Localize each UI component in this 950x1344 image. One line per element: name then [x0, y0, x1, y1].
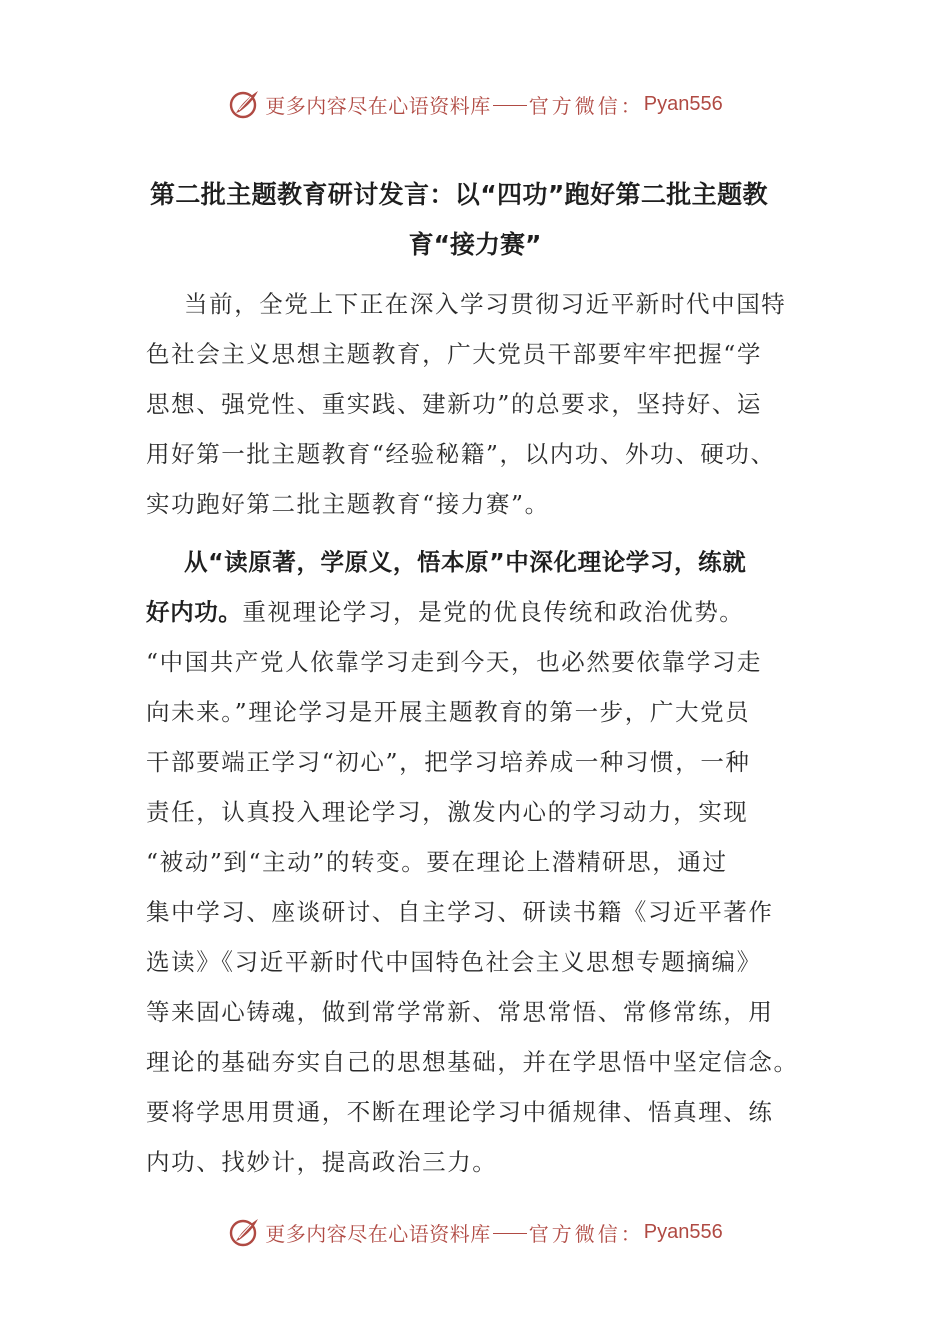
- section-heading-end: 好内功。: [146, 598, 243, 626]
- paragraph-line: 色社会主义思想主题教育，广大党员干部要牢牢把握“学: [146, 340, 763, 368]
- paragraph-gap: [146, 529, 806, 537]
- document-body: [146, 279, 806, 1187]
- paragraph-line: 等来固心铸魂，做到常学常新、常思常悟、常修常练，用: [146, 998, 774, 1026]
- paragraph-line: 实功跑好第二批主题教育“接力赛”。: [146, 490, 550, 518]
- watermark-lead-text: 更多内容尽在心语资料库: [265, 93, 491, 118]
- paragraph-line: 用好第一批主题教育“经验秘籍”，以内功、外功、硬功、: [146, 440, 776, 468]
- watermark-wechat-label: 官方微信：: [528, 93, 644, 118]
- paragraph-line: [146, 587, 806, 637]
- paragraph-line: 集中学习、座谈研讨、自主学习、研读书籍《习近平著作: [146, 898, 774, 926]
- paragraph-line: 要将学思用贯通，不断在理论学习中循规律、悟真理、练: [146, 1098, 774, 1126]
- paragraph-theory-study: [146, 537, 806, 1187]
- paragraph-line-rest: 重视理论学习，是党的优良传统和政治优势。: [242, 598, 745, 626]
- watermark-lead-text: 更多内容尽在心语资料库: [265, 1221, 491, 1246]
- watermark-banner-top: [0, 84, 950, 124]
- paragraph-line: “被动”到“主动”的转变。要在理论上潜精研思，通过: [146, 848, 728, 876]
- watermark-wechat-id: Pyan556: [643, 1220, 723, 1243]
- paragraph-line: 责任，认真投入理论学习，激发内心的学习动力，实现: [146, 798, 749, 826]
- document-title: [150, 170, 800, 270]
- paragraph-line: 向未来。”理论学习是开展主题教育的第一步，广大党员: [146, 698, 751, 726]
- watermark-dash: [493, 105, 527, 106]
- paragraph-intro: [146, 279, 806, 529]
- title-line-2: 育“接力赛”: [408, 230, 542, 259]
- watermark-wechat-label: 官方微信：: [528, 1221, 644, 1246]
- title-line-1: 第二批主题教育研讨发言：以“四功”跑好第二批主题教: [150, 180, 768, 209]
- paragraph-line: 思想、强党性、重实践、建新功”的总要求，坚持好、运: [146, 390, 763, 418]
- watermark-dash: [493, 1233, 527, 1234]
- paragraph-line: 理论的基础夯实自己的思想基础，并在学思悟中坚定信念。: [146, 1048, 799, 1076]
- quill-logo-icon: [227, 87, 261, 121]
- paragraph-line: 内功、找妙计，提高政治三力。: [146, 1148, 498, 1176]
- watermark-wechat-id: Pyan556: [643, 92, 723, 115]
- paragraph-line: 干部要端正学习“初心”，把学习培养成一种习惯，一种: [146, 748, 751, 776]
- paragraph-line: 当前，全党上下正在深入学习贯彻习近平新时代中国特: [184, 290, 787, 318]
- section-heading-line: 从“读原著，学原义，悟本原”中深化理论学习，练就: [184, 548, 747, 576]
- paragraph-line: 选读》《习近平新时代中国特色社会主义思想专题摘编》: [146, 948, 762, 976]
- paragraph-line: “中国共产党人依靠学习走到今天，也必然要依靠学习走: [146, 648, 763, 676]
- quill-logo-icon: [227, 1215, 261, 1249]
- watermark-banner-bottom: [0, 1212, 950, 1252]
